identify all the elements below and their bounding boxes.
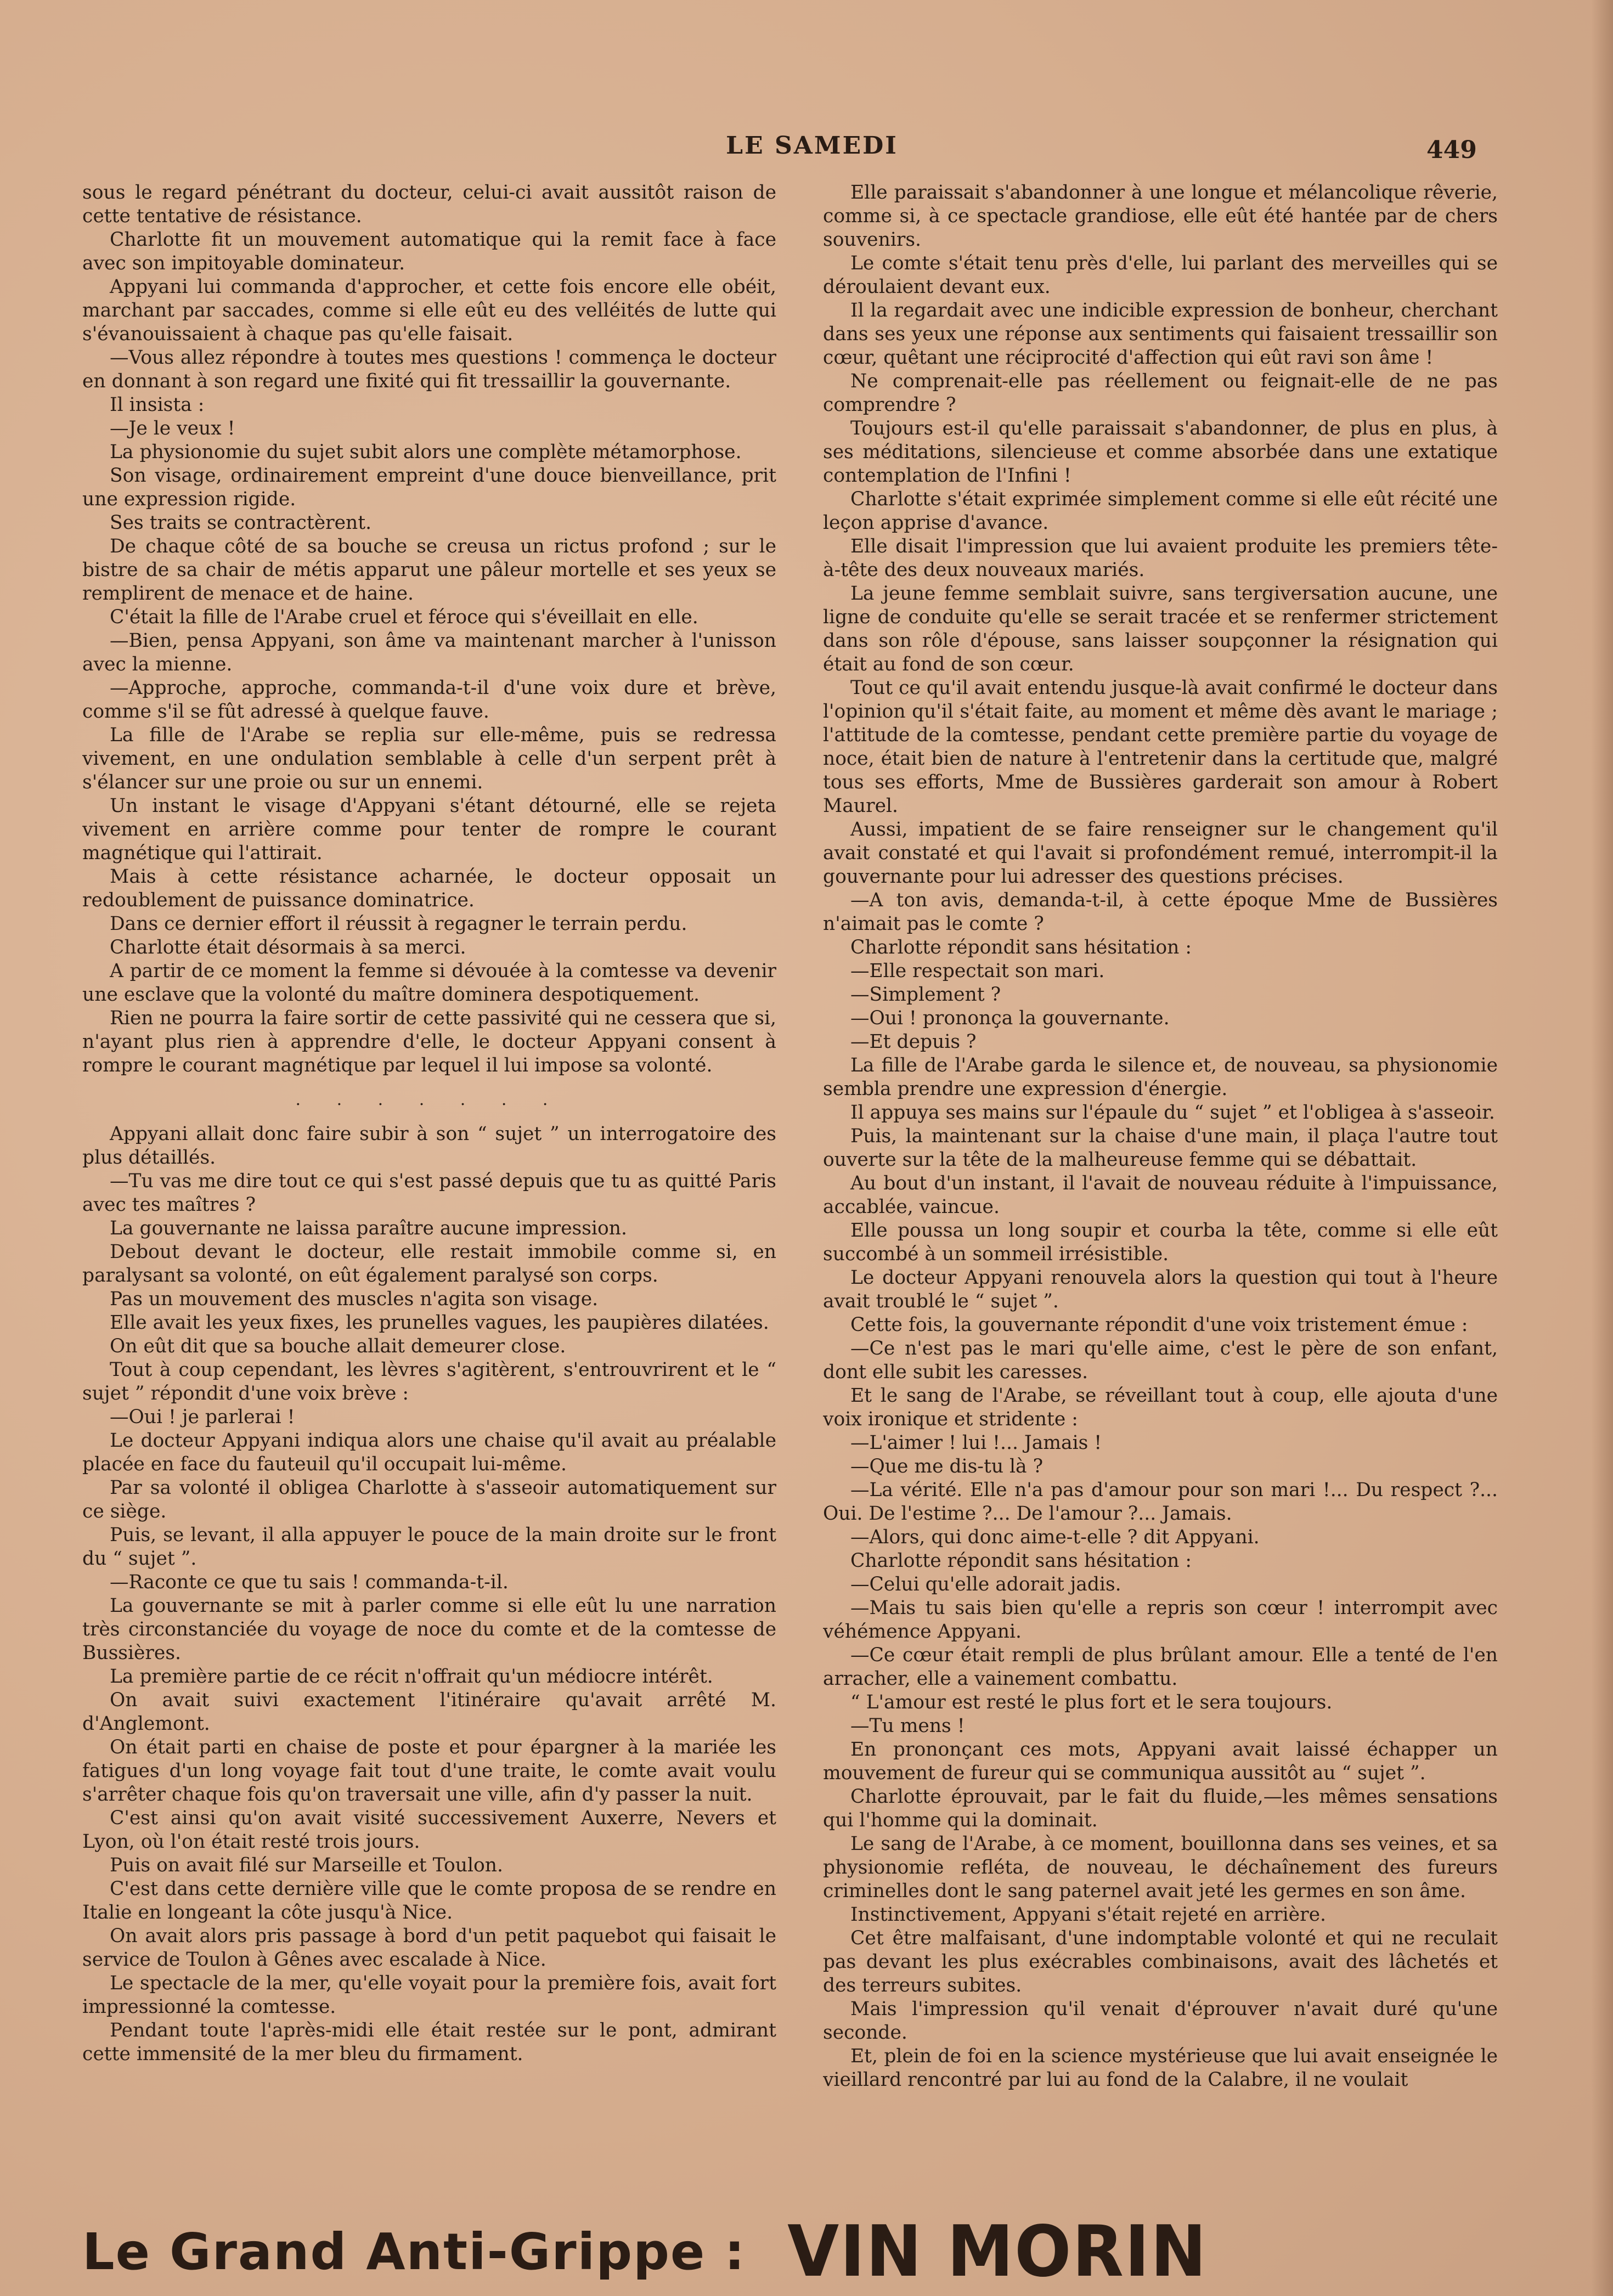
paragraph: Elle avait les yeux fixes, les prunelles vagues, les paupières dilatées. — [110, 1312, 769, 1334]
paragraph: Tout à coup cependant, les lèvres s'agitèrent, s'entrouvrirent et le “ sujet ” répondit d'une voix brève : — [82, 1359, 776, 1404]
paragraph: Ses traits se contractèrent. — [110, 512, 372, 534]
right-text-column — [823, 181, 1498, 2211]
paragraph: Appyani allait donc faire subir à son “ sujet ” un interrogatoire des plus détaillés. — [82, 1123, 776, 1169]
paragraph: Pas un mouvement des muscles n'agita son visage. — [110, 1288, 599, 1310]
page-number: 449 — [1426, 136, 1477, 164]
page-edge-shadow — [1591, 0, 1613, 2296]
paragraph: Le comte s'était tenu près d'elle, lui parlant des merveilles qui se déroulaient devant eux. — [823, 252, 1498, 298]
paragraph: —Raconte ce que tu sais ! commanda-t-il. — [110, 1571, 509, 1593]
paragraph: Toujours est-il qu'elle paraissait s'abandonner, de plus en plus, à ses méditations, silencieuse et comme absorbée dans une extatique contemplation de l'Infini ! — [823, 418, 1498, 487]
running-title: LE SAMEDI — [726, 132, 898, 160]
paragraph: On était parti en chaise de poste et pour épargner à la mariée les fatigues d'un long voyage fait tout d'une traite, le comte avait voulu s'arrêter chaque fois qu'on traversait une ville, afin d'y passer la nuit. — [82, 1736, 776, 1806]
paragraph: Le docteur Appyani renouvela alors la question qui tout à l'heure avait troublé le “ sujet ”. — [823, 1267, 1498, 1312]
paragraph: —Oui ! je parlerai ! — [110, 1406, 295, 1428]
paragraph: —Que me dis-tu là ? — [850, 1456, 1044, 1477]
paragraph: Et, plein de foi en la science mystérieuse que lui avait enseignée le vieillard rencontré par lui au fond de la Calabre, il ne voulait — [823, 2045, 1498, 2091]
paragraph: On eût dit que sa bouche allait demeurer close. — [110, 1335, 566, 1357]
paragraph: Cet être malfaisant, d'une indomptable volonté et qui ne reculait pas devant les plus exécrables combinaisons, avait des lâchetés et des terreurs subites. — [823, 1927, 1498, 1996]
paragraph: Charlotte répondit sans hésitation : — [850, 937, 1192, 958]
paragraph: Mais à cette résistance acharnée, le docteur opposait un redoublement de puissance dominatrice. — [82, 866, 776, 911]
paragraph: On avait suivi exactement l'itinéraire qu'avait arrêté M. d'Anglemont. — [82, 1689, 776, 1735]
paragraph: —Celui qu'elle adorait jadis. — [850, 1573, 1121, 1595]
paragraph: En prononçant ces mots, Appyani avait laissé échapper un mouvement de fureur qui se communiqua aussitôt au “ sujet ”. — [823, 1739, 1498, 1784]
paragraph: C'est ainsi qu'on avait visité successivement Auxerre, Nevers et Lyon, où l'on était resté trois jours. — [82, 1807, 776, 1853]
paragraph: Mais l'impression qu'il venait d'éprouver n'avait duré qu'une seconde. — [823, 1998, 1498, 2044]
paragraph: Aussi, impatient de se faire renseigner sur le changement qu'il avait constaté et qui l'avait si profondément remué, interrompit-il la gouvernante pour lui adresser des questions précises. — [823, 819, 1498, 888]
paragraph: Charlotte répondit sans hésitation : — [850, 1550, 1192, 1572]
paragraph: On avait alors pris passage à bord d'un petit paquebot qui faisait le service de Toulon à Gênes avec escalade à Nice. — [82, 1925, 776, 1971]
paragraph: La fille de l'Arabe se replia sur elle-même, puis se redressa vivement, en une ondulation semblable à celle d'un serpent prêt à s'élancer sur une proie ou sur un ennemi. — [82, 724, 776, 793]
paragraph: La jeune femme semblait suivre, sans tergiversation aucune, une ligne de conduite qu'elle se serait tracée et se renfermer strictement dans son rôle d'épouse, sans laisser soupçonner la résignation qui était au fond de son cœur. — [823, 583, 1498, 675]
paragraph: —L'aimer ! lui !... Jamais ! — [850, 1432, 1102, 1454]
paragraph: —A ton avis, demanda-t-il, à cette époque Mme de Bussières n'aimait pas le comte ? — [823, 889, 1498, 935]
paragraph: Le spectacle de la mer, qu'elle voyait pour la première fois, avait fort impressionné la comtesse. — [82, 1972, 776, 2018]
paragraph: Un instant le visage d'Appyani s'étant détourné, elle se rejeta vivement en arrière comme pour tenter de rompre le courant magnétique qui l'attirait. — [82, 795, 776, 864]
paragraph: Par sa volonté il obligea Charlotte à s'asseoir automatiquement sur ce siège. — [82, 1477, 776, 1522]
paragraph: —Ce n'est pas le mari qu'elle aime, c'est le père de son enfant, dont elle subit les caresses. — [823, 1338, 1498, 1383]
paragraph: Charlotte éprouvait, par le fait du fluide,—les mêmes sensations qui l'homme qui la dominait. — [823, 1786, 1498, 1831]
paragraph: —Oui ! prononça la gouvernante. — [850, 1007, 1170, 1029]
section-break-dots: . . . . . . . — [295, 1090, 563, 1109]
paragraph: —Simplement ? — [850, 984, 1001, 1006]
advertisement-banner — [82, 2214, 1520, 2291]
paragraph: Charlotte s'était exprimée simplement comme si elle eût récité une leçon apprise d'avance. — [823, 488, 1498, 534]
paragraph: Elle paraissait s'abandonner à une longue et mélancolique rêverie, comme si, à ce spectacle grandiose, elle eût été hantée par de chers souvenirs. — [823, 182, 1498, 251]
paragraph: Le docteur Appyani indiqua alors une chaise qu'il avait au préalable placée en face du fauteuil qu'il occupait lui-même. — [82, 1430, 776, 1475]
paragraph: —Et depuis ? — [850, 1031, 977, 1053]
paragraph: Elle disait l'impression que lui avaient produite les premiers tête-à-tête des deux nouveaux mariés. — [823, 535, 1498, 581]
paragraph: Charlotte fit un mouvement automatique qui la remit face à face avec son impitoyable dominateur. — [82, 229, 776, 274]
paragraph: Ne comprenait-elle pas réellement ou feignait-elle de ne pas comprendre ? — [823, 370, 1498, 416]
paragraph: Il appuya ses mains sur l'épaule du “ sujet ” et l'obligea à s'asseoir. — [850, 1102, 1495, 1124]
paragraph: Le sang de l'Arabe, à ce moment, bouillonna dans ses veines, et sa physionomie refléta, de nouveau, le déchaînement des fureurs criminelles dont le sang paternel avait jeté les germes en son âme. — [823, 1833, 1498, 1902]
paragraph: —Mais tu sais bien qu'elle a repris son cœur ! interrompit avec véhémence Appyani. — [823, 1597, 1498, 1643]
paragraph: —Vous allez répondre à toutes mes questions ! commença le docteur en donnant à son regard une fixité qui fit tressaillir la gouvernante. — [82, 347, 776, 392]
paragraph: —La vérité. Elle n'a pas d'amour pour son mari !... Du respect ?... Oui. De l'estime ?... De l'amour ?... Jamais. — [823, 1479, 1498, 1525]
advertisement-tagline: Le Grand Anti-Grippe : — [82, 2222, 746, 2281]
paragraph: Rien ne pourra la faire sortir de cette passivité qui ne cessera que si, n'ayant plus rien à apprendre d'elle, le docteur Appyani consent à rompre le courant magnétique par lequel il lui impose sa volonté. — [82, 1007, 776, 1076]
paragraph: Puis, la maintenant sur la chaise d'une main, il plaça l'autre tout ouverte sur la tête de la malheureuse femme qui se débattait. — [823, 1125, 1498, 1171]
paragraph: La fille de l'Arabe garda le silence et, de nouveau, sa physionomie sembla prendre une expression d'énergie. — [823, 1054, 1498, 1100]
paragraph: La première partie de ce récit n'offrait qu'un médiocre intérêt. — [110, 1666, 713, 1688]
left-paragraphs-before-break — [82, 181, 776, 1078]
paragraph: Elle poussa un long soupir et courba la tête, comme si elle eût succombé à un sommeil irrésistible. — [823, 1220, 1498, 1265]
paragraph: —Bien, pensa Appyani, son âme va maintenant marcher à l'unisson avec la mienne. — [82, 630, 776, 675]
paragraph: C'était la fille de l'Arabe cruel et féroce qui s'éveillait en elle. — [110, 606, 698, 628]
paragraph: A partir de ce moment la femme si dévouée à la comtesse va devenir une esclave que la volonté du maître dominera despotiquement. — [82, 960, 776, 1006]
paragraph: C'est dans cette dernière ville que le comte proposa de se rendre en Italie en longeant la côte jusqu'à Nice. — [82, 1878, 776, 1923]
paragraph: Dans ce dernier effort il réussit à regagner le terrain perdu. — [110, 913, 687, 935]
paragraph: —Je le veux ! — [110, 418, 235, 439]
paragraph: —Tu mens ! — [850, 1715, 965, 1737]
paragraph: Debout devant le docteur, elle restait immobile comme si, en paralysant sa volonté, on eût également paralysé son corps. — [82, 1241, 776, 1287]
paragraph: “ L'amour est resté le plus fort et le sera toujours. — [850, 1691, 1333, 1713]
paragraph: De chaque côté de sa bouche se creusa un rictus profond ; sur le bistre de sa chair de métis apparut une pâleur mortelle et ses yeux se remplirent de menace et de haine. — [82, 535, 776, 605]
paragraph: Instinctivement, Appyani s'était rejeté en arrière. — [850, 1904, 1326, 1926]
paragraph: Appyani lui commanda d'approcher, et cette fois encore elle obéit, marchant par saccades, comme si elle eût eu des velléités de lutte qui s'évanouissaient à chaque pas qu'elle faisait. — [82, 276, 776, 345]
paragraph: Puis, se levant, il alla appuyer le pouce de la main droite sur le front du “ sujet ”. — [82, 1524, 776, 1570]
paragraph: —Tu vas me dire tout ce qui s'est passé depuis que tu as quitté Paris avec tes maîtres ? — [82, 1170, 776, 1216]
paragraph: Puis on avait filé sur Marseille et Toulon. — [110, 1854, 503, 1876]
paragraph: Il insista : — [110, 394, 205, 416]
paragraph: Son visage, ordinairement empreint d'une douce bienveillance, prit une expression rigide. — [82, 465, 776, 510]
paragraph: Et le sang de l'Arabe, se réveillant tout à coup, elle ajouta d'une voix ironique et stridente : — [823, 1385, 1498, 1430]
paragraph: La physionomie du sujet subit alors une complète métamorphose. — [110, 441, 742, 463]
paragraph: Cette fois, la gouvernante répondit d'une voix tristement émue : — [850, 1314, 1468, 1336]
paragraph: —Ce cœur était rempli de plus brûlant amour. Elle a tenté de l'en arracher, elle a vainement combattu. — [823, 1644, 1498, 1690]
left-text-column — [82, 181, 776, 2184]
left-paragraphs-after-break — [82, 1122, 776, 2066]
paragraph: —Approche, approche, commanda-t-il d'une voix dure et brève, comme s'il se fût adressé à quelque fauve. — [82, 677, 776, 723]
paragraph: Charlotte était désormais à sa merci. — [110, 937, 466, 958]
paragraph: sous le regard pénétrant du docteur, celui-ci avait aussitôt raison de cette tentative de résistance. — [82, 182, 776, 227]
advertisement-brand: VIN MORIN — [787, 2214, 1208, 2291]
paragraph: Tout ce qu'il avait entendu jusque-là avait confirmé le docteur dans l'opinion qu'il s'était faite, au moment et même dès avant le mariage ; l'attitude de la comtesse, pendant cette première partie du voyage de noce, était bien de nature à l'entretenir dans la certitude que, malgré tous ses efforts, Mme de Bussières garderait son amour à Robert Maurel. — [823, 677, 1498, 817]
paragraph: —Alors, qui donc aime-t-elle ? dit Appyani. — [850, 1526, 1260, 1548]
paragraph: La gouvernante se mit à parler comme si elle eût lu une narration très circonstanciée du voyage de noce du comte et de la comtesse de Bussières. — [82, 1595, 776, 1664]
paragraph: Pendant toute l'après-midi elle était restée sur le pont, admirant cette immensité de la mer bleu du firmament. — [82, 2019, 776, 2065]
right-paragraphs — [823, 181, 1498, 2092]
paragraph: Au bout d'un instant, il l'avait de nouveau réduite à l'impuissance, accablée, vaincue. — [823, 1172, 1498, 1218]
paragraph: —Elle respectait son mari. — [850, 960, 1105, 982]
paragraph: Il la regardait avec une indicible expression de bonheur, cherchant dans ses yeux une réponse aux sentiments qui faisaient tressaillir son cœur, quêtant une réciprocité d'affection qui eût ravi son âme ! — [823, 300, 1498, 369]
paragraph: La gouvernante ne laissa paraître aucune impression. — [110, 1217, 627, 1239]
